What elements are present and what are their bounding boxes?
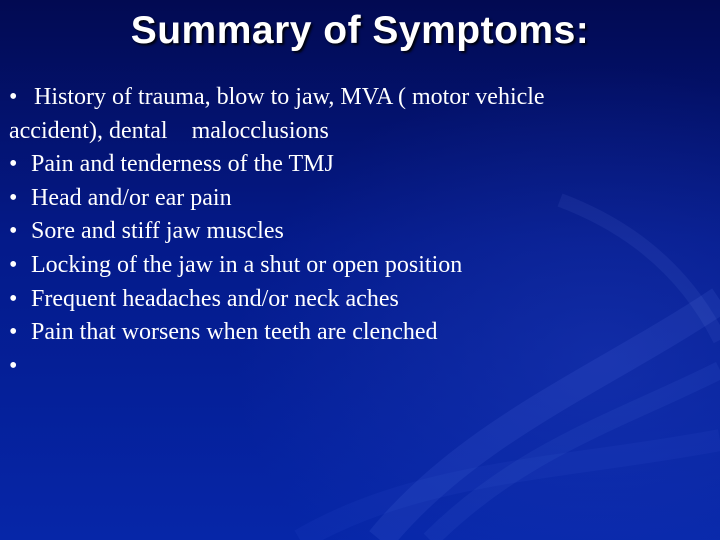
bullet-marker: • [9,218,18,245]
list-item [9,215,699,249]
list-item-text: Frequent headaches and/or neck aches [31,285,399,312]
bullet-marker: • [9,319,18,346]
list-item [9,283,699,317]
slide-title: Summary of Symptoms: [130,9,590,52]
list-item [9,148,699,182]
list-item [9,81,699,115]
bullet-marker: • [9,151,18,178]
list-item-text: Pain and tenderness of the TMJ [31,151,334,178]
symptom-list [9,81,699,383]
bullet-marker: • [9,285,18,312]
list-item-text: Sore and stiff jaw muscles [31,218,284,245]
bullet-marker: • [9,84,18,110]
list-item-text: accident), dental malocclusions [9,117,329,144]
list-item-text: History of trauma, blow to jaw, MVA ( motor vehicle [34,84,545,110]
bullet-marker: • [9,184,18,211]
list-item [9,182,699,216]
list-item-continuation [9,115,699,149]
list-item [9,316,699,350]
list-item-text: Pain that worsens when teeth are clenched [31,319,438,346]
list-item-empty [9,350,699,384]
list-item [9,249,699,283]
list-item-text: Locking of the jaw in a shut or open position [31,251,463,278]
bullet-marker: • [9,251,18,278]
bullet-marker: • [9,352,18,379]
list-item-text: Head and/or ear pain [31,184,232,211]
